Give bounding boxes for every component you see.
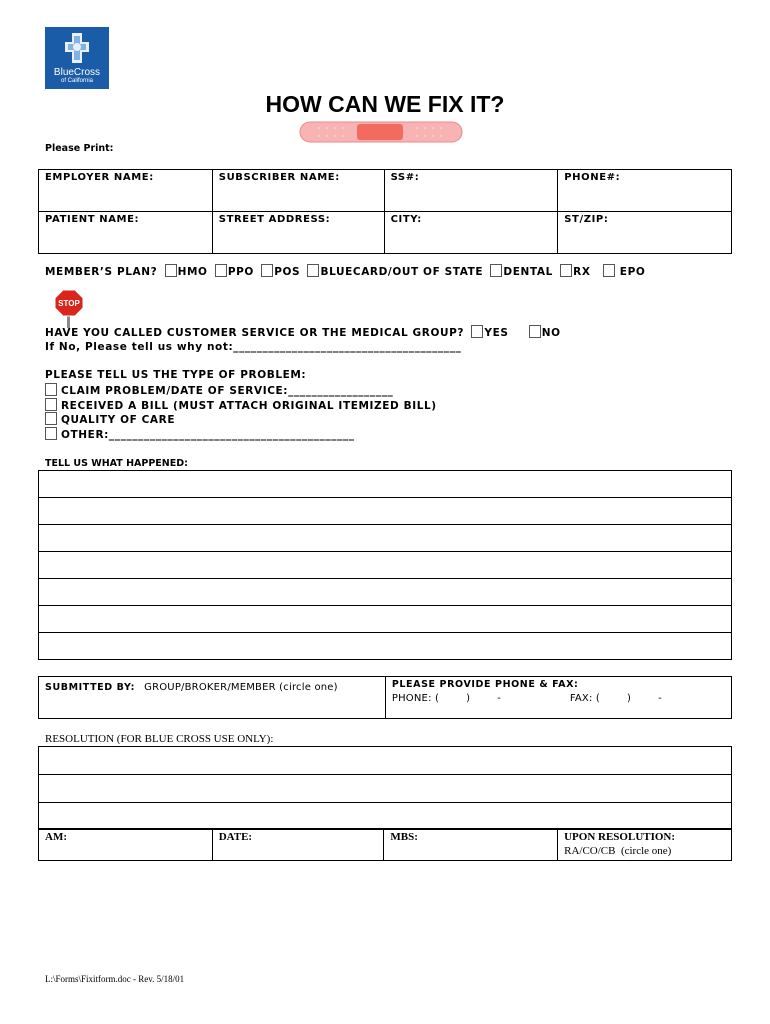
member-plan-label: MEMBER’S PLAN? [45, 266, 158, 278]
what-happened-line[interactable] [39, 552, 732, 579]
received-bill-option: RECEIVED A BILL (MUST ATTACH ORIGINAL ITEMIZED BILL) [45, 398, 437, 414]
form-title: HOW CAN WE FIX IT? [265, 91, 505, 117]
mbs-field[interactable]: MBS: [384, 829, 558, 861]
bandaid-icon [299, 121, 463, 143]
resolution-line[interactable] [39, 803, 732, 830]
resolution-line[interactable] [39, 775, 732, 803]
no-checkbox[interactable] [529, 325, 541, 338]
what-happened-line[interactable] [39, 633, 732, 660]
ppo-checkbox[interactable] [215, 264, 227, 277]
other-option: OTHER:__________________________________________ [45, 427, 355, 443]
what-happened-lines [38, 470, 732, 660]
rx-checkbox[interactable] [560, 264, 572, 277]
customer-service-question: HAVE YOU CALLED CUSTOMER SERVICE OR THE MEDICAL GROUP? YES NO [45, 327, 561, 339]
upon-resolution-options: RA/CO/CB (circle one) [564, 845, 672, 857]
dental-label: DENTAL [503, 266, 553, 278]
rx-label: RX [573, 266, 591, 278]
phone-entry[interactable]: PHONE: ( ) - [391, 693, 502, 704]
quality-of-care-option: QUALITY OF CARE [45, 412, 175, 428]
member-plan-row [45, 264, 645, 278]
phone-fax-field[interactable] [385, 677, 731, 719]
what-happened-line[interactable] [39, 579, 732, 606]
ss-number-field[interactable]: SS#: [384, 170, 558, 212]
hmo-label: HMO [177, 266, 208, 278]
what-happened-line[interactable] [39, 498, 732, 525]
subscriber-name-field[interactable]: SUBSCRIBER NAME: [212, 170, 384, 212]
submitted-by-table [38, 676, 732, 719]
phone-fax-label: PLEASE PROVIDE PHONE & FAX: [391, 679, 579, 690]
member-info-table [38, 169, 732, 254]
upon-resolution-label: UPON RESOLUTION: [564, 831, 676, 843]
claim-problem-option: CLAIM PROBLEM/DATE OF SERVICE:__________________ [45, 383, 393, 399]
submitted-by-label: SUBMITTED BY: [45, 682, 136, 693]
logo-subname: of California [60, 78, 93, 84]
upon-resolution-field[interactable] [558, 829, 732, 861]
epo-checkbox[interactable] [603, 264, 615, 277]
fax-entry[interactable]: FAX: ( ) - [569, 693, 662, 704]
blue-cross-logo [45, 27, 109, 89]
resolution-label: RESOLUTION (FOR BLUE CROSS USE ONLY): [45, 733, 274, 745]
quality-of-care-checkbox[interactable] [45, 412, 57, 425]
footer-file-path: L:\Forms\Fixitform.doc - Rev. 5/18/01 [45, 974, 185, 984]
yes-label: YES [484, 327, 509, 339]
submitted-by-options: GROUP/BROKER/MEMBER (circle one) [144, 682, 338, 693]
what-happened-line[interactable] [39, 471, 732, 498]
logo-name: BlueCross [53, 67, 101, 78]
pos-label: POS [274, 266, 301, 278]
resolution-lines [38, 746, 732, 830]
problem-type-heading: PLEASE TELL US THE TYPE OF PROBLEM: [45, 369, 307, 381]
stop-sign-text: STOP [58, 299, 80, 308]
cross-icon [63, 31, 91, 65]
phone-field[interactable]: PHONE#: [558, 170, 732, 212]
bluecard-checkbox[interactable] [307, 264, 319, 277]
claim-problem-checkbox[interactable] [45, 383, 57, 396]
employer-name-field[interactable]: EMPLOYER NAME: [39, 170, 213, 212]
resolution-signoff-table [38, 828, 732, 861]
city-field[interactable]: CITY: [384, 212, 558, 254]
no-label: NO [541, 327, 561, 339]
resolution-line[interactable] [39, 747, 732, 775]
other-checkbox[interactable] [45, 427, 57, 440]
am-field[interactable]: AM: [39, 829, 213, 861]
date-field[interactable]: DATE: [212, 829, 384, 861]
epo-label: EPO [619, 266, 646, 278]
hmo-checkbox[interactable] [165, 264, 177, 277]
tell-us-label: TELL US WHAT HAPPENED: [45, 458, 188, 469]
pos-checkbox[interactable] [261, 264, 273, 277]
yes-checkbox[interactable] [471, 325, 483, 338]
submitted-by-field[interactable] [39, 677, 386, 719]
st-zip-field[interactable]: ST/ZIP: [558, 212, 732, 254]
bluecard-label: BLUECARD/OUT OF STATE [320, 266, 484, 278]
ppo-label: PPO [227, 266, 254, 278]
what-happened-line[interactable] [39, 525, 732, 552]
stop-sign-icon [54, 289, 84, 329]
why-not-line[interactable]: If No, Please tell us why not:_______________________________________ [45, 341, 462, 353]
received-bill-checkbox[interactable] [45, 398, 57, 411]
what-happened-line[interactable] [39, 606, 732, 633]
please-print-label: Please Print: [45, 143, 114, 154]
patient-name-field[interactable]: PATIENT NAME: [39, 212, 213, 254]
dental-checkbox[interactable] [490, 264, 502, 277]
street-address-field[interactable]: STREET ADDRESS: [212, 212, 384, 254]
